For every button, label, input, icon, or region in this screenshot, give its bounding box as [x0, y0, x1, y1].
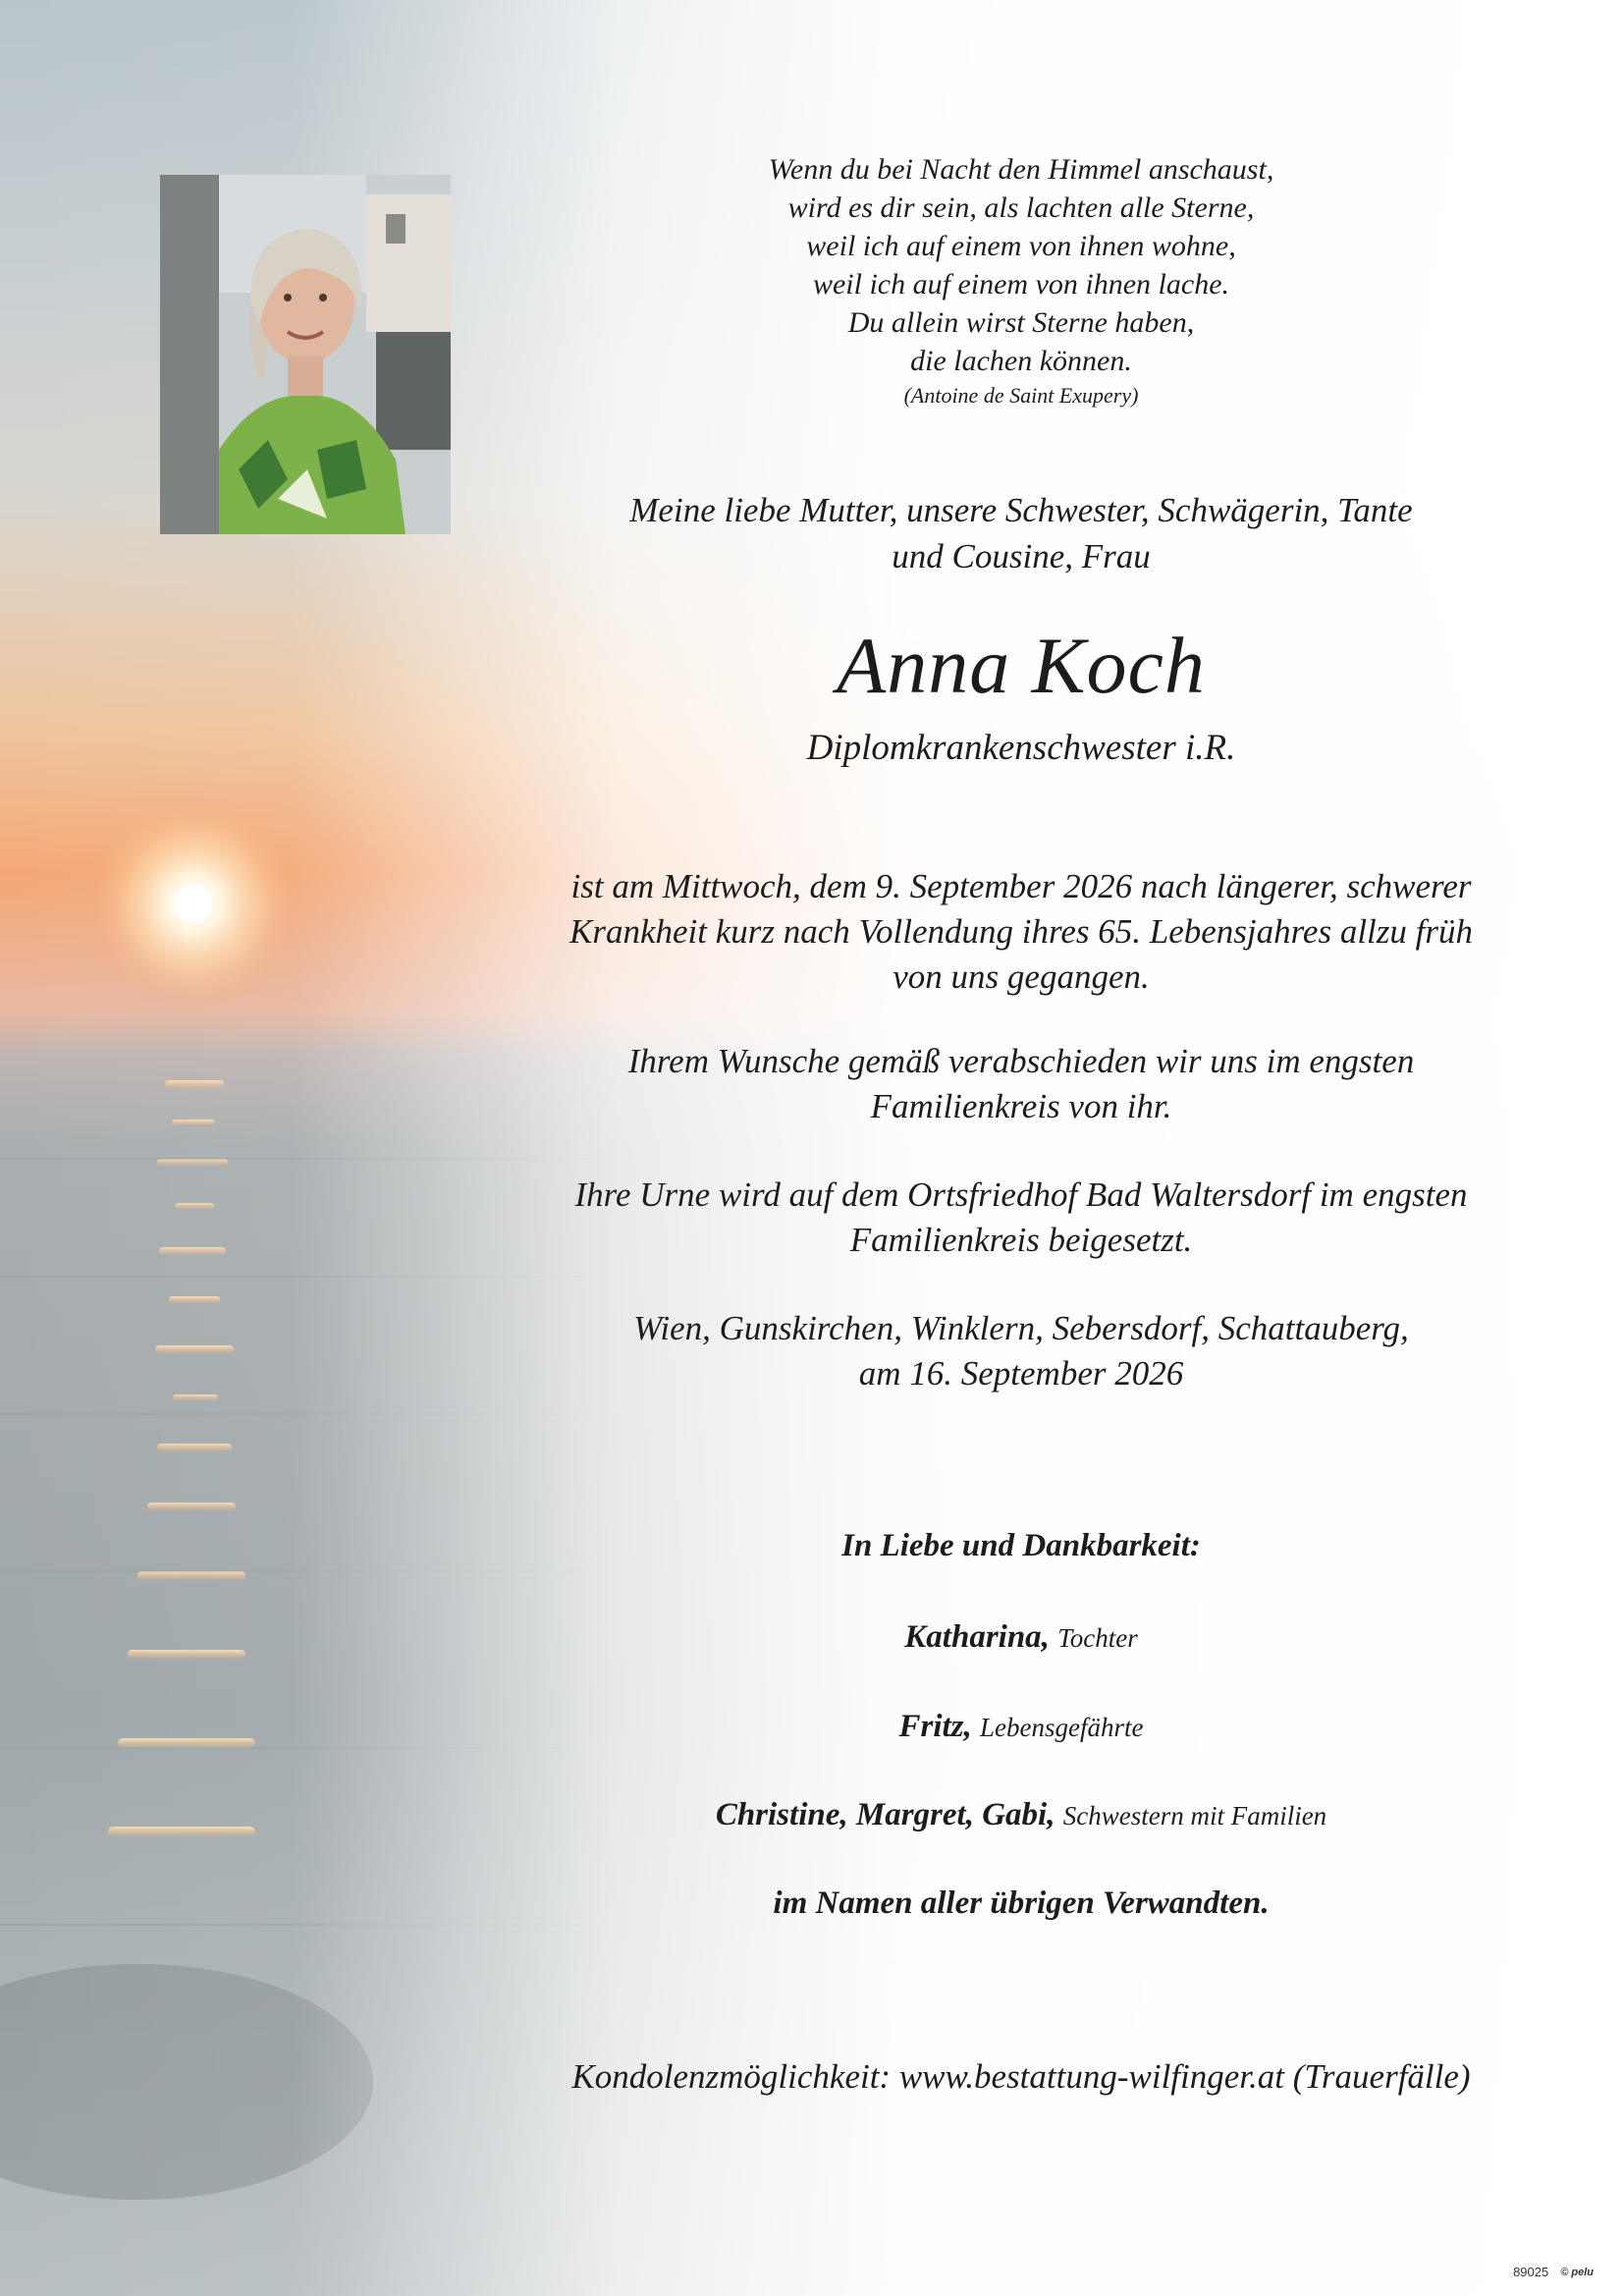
quote-line: die lachen können. — [910, 345, 1132, 377]
signature-name: Katharina, — [904, 1619, 1050, 1655]
quote-author: (Antoine de Saint Exupery) — [903, 383, 1139, 408]
death-paragraph — [461, 864, 1581, 1000]
paragraph-line: Wien, Gunskirchen, Winklern, Sebersdorf, Schattauberg, — [633, 1309, 1409, 1347]
paragraph-line: Familienkreis von ihr. — [870, 1087, 1172, 1125]
signature-heading: In Liebe und Dankbarkeit: — [841, 1528, 1201, 1563]
paragraph-line: von uns gegangen. — [893, 957, 1150, 996]
paragraph-line: Ihre Urne wird auf dem Ortsfriedhof Bad Waltersdorf im engsten — [574, 1175, 1468, 1214]
quote-line: Wenn du bei Nacht den Himmel anschaust, — [768, 153, 1274, 186]
quote-line: Du allein wirst Sterne haben, — [847, 306, 1195, 339]
signature-name: Christine, Margret, Gabi, — [715, 1797, 1055, 1832]
signature-person — [461, 1794, 1581, 1836]
signature-relation: Lebensgefährte — [980, 1713, 1144, 1742]
signature-closing: im Namen aller übrigen Verwandten. — [773, 1886, 1270, 1921]
portrait-photo — [160, 175, 451, 534]
signature-relation: Schwestern mit Familien — [1062, 1801, 1327, 1831]
signature-relation: Tochter — [1057, 1623, 1138, 1653]
intro-line: und Cousine, Frau — [892, 537, 1151, 575]
deceased-profession: Diplomkrankenschwester i.R. — [806, 728, 1236, 768]
urn-paragraph — [461, 1173, 1581, 1263]
quote-block — [461, 150, 1581, 411]
portrait-icon — [160, 175, 451, 534]
condolence-line: Kondolenzmöglichkeit: www.bestattung-wilfinger.at (Trauerfälle) — [571, 2057, 1471, 2096]
paragraph-line: Familienkreis beigesetzt. — [849, 1221, 1193, 1259]
intro-line: Meine liebe Mutter, unsere Schwester, Schwägerin, Tante — [629, 491, 1413, 529]
place-date-paragraph — [461, 1306, 1581, 1396]
print-footer — [1513, 2265, 1594, 2279]
printer-logo: © pelu — [1560, 2266, 1594, 2278]
quote-line: weil ich auf einem von ihnen wohne, — [806, 230, 1236, 262]
paragraph-line: Ihrem Wunsche gemäß verabschieden wir uns im engsten — [627, 1042, 1415, 1080]
intro-text — [461, 487, 1581, 579]
paragraph-line: am 16. September 2026 — [858, 1354, 1184, 1393]
quote-line: weil ich auf einem von ihnen lache. — [812, 268, 1230, 301]
signature-person — [461, 1616, 1581, 1659]
paragraph-line: ist am Mittwoch, dem 9. September 2026 nach längerer, schwerer — [570, 867, 1472, 905]
deceased-name: Anna Koch — [837, 621, 1206, 710]
farewell-paragraph — [461, 1039, 1581, 1129]
quote-line: wird es dir sein, als lachten alle Sterne, — [787, 191, 1255, 224]
signature-name: Fritz, — [898, 1709, 972, 1744]
print-code: 89025 — [1513, 2265, 1549, 2279]
paragraph-line: Krankheit kurz nach Vollendung ihres 65. Lebensjahres allzu früh — [569, 912, 1473, 951]
signature-person — [461, 1706, 1581, 1748]
